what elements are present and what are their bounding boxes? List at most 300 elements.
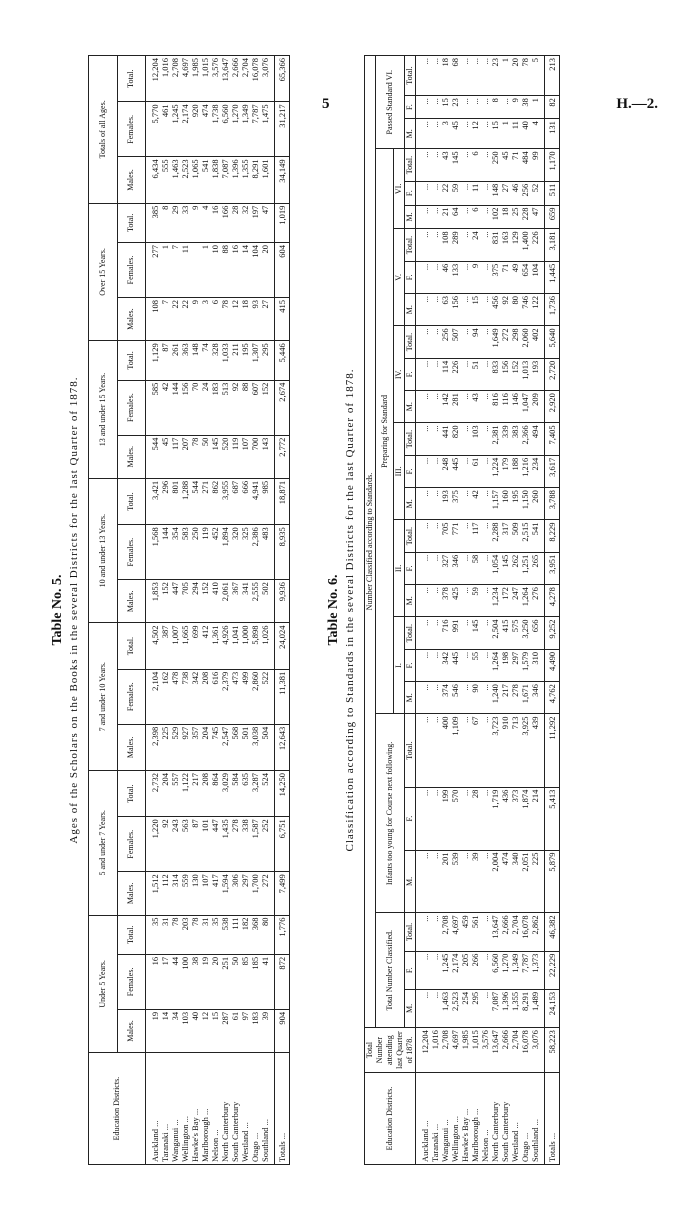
table-cell: ... [480, 617, 490, 649]
table6-column-header: Total. [405, 714, 416, 787]
table-cell: ... [416, 714, 431, 787]
table-cell: 297 [510, 649, 520, 681]
table-cell: 64 [450, 205, 460, 229]
table-cell: ... [416, 423, 431, 455]
table-cell: 108 [146, 297, 161, 340]
table5-column-header: Males. [117, 872, 146, 915]
table-cell: ... [416, 787, 431, 850]
table-cell: 156 [450, 294, 460, 326]
district-name: South Canterbury [500, 1073, 510, 1165]
table-cell: ... [430, 989, 440, 1027]
table-cell: ... [460, 358, 470, 390]
table-cell: 4,926 [220, 623, 230, 669]
district-name: Taranaki ... [160, 1053, 170, 1165]
district-name: Westland ... [240, 1053, 250, 1165]
table-cell: 2,708 [440, 1028, 450, 1073]
table-cell: 745 [210, 724, 220, 770]
table-cell: 705 [440, 520, 450, 552]
table-cell: ... [416, 205, 431, 229]
table-cell: 226 [450, 358, 460, 390]
table-cell: 3 [200, 297, 210, 340]
totals-cell: 24,153 [545, 989, 560, 1027]
table-cell: 557 [170, 770, 180, 816]
table-cell: 12 [230, 297, 240, 340]
table-cell: 1,396 [230, 157, 240, 203]
district-name: Southland ... [260, 1053, 275, 1165]
table-cell: ... [480, 229, 490, 261]
table-cell: ... [480, 205, 490, 229]
table-cell: 7,087 [220, 157, 230, 203]
table-row [260, 56, 275, 1165]
table-cell: 71 [510, 149, 520, 181]
table-cell: 256 [520, 181, 530, 205]
table-cell: 185 [250, 954, 260, 1009]
table-cell: 1,649 [490, 326, 500, 358]
table-cell: 1,489 [530, 989, 545, 1027]
table-cell: 1,007 [170, 623, 180, 669]
table-cell: 820 [450, 423, 460, 455]
totals-cell: 2,720 [545, 358, 560, 390]
table-cell: ... [416, 488, 431, 520]
table-cell: 1,601 [260, 157, 275, 203]
table6-column-header: Total. [405, 913, 416, 951]
table-cell: 34 [170, 1009, 180, 1052]
table-cell: 18 [240, 297, 250, 340]
table-cell: 278 [510, 682, 520, 714]
table-cell: 368 [250, 915, 260, 954]
table-cell: 314 [170, 872, 180, 915]
table-cell: 1,224 [490, 455, 500, 487]
table-cell: 142 [440, 391, 450, 423]
table-cell: 16 [230, 243, 240, 298]
table-cell: 1,396 [500, 989, 510, 1027]
table-cell: 920 [190, 102, 200, 157]
table-cell: 52 [530, 181, 545, 205]
table-cell: 317 [500, 520, 510, 552]
table-cell: 1,220 [146, 817, 161, 872]
table-cell: 148 [190, 341, 200, 380]
table-cell: 375 [450, 488, 460, 520]
table-cell: 90 [470, 682, 480, 714]
table-cell: 207 [180, 435, 190, 478]
table-cell: 2,060 [520, 326, 530, 358]
table6-column-header: F. [405, 261, 416, 293]
table-cell: 50 [230, 954, 240, 1009]
table-cell: ... [416, 56, 431, 96]
table-cell: ... [460, 682, 470, 714]
table-cell: 22 [180, 297, 190, 340]
table-cell: ... [480, 261, 490, 293]
table-cell: 340 [510, 850, 520, 913]
table-cell: 1,216 [520, 455, 530, 487]
district-name: North Canterbury [220, 1053, 230, 1165]
table-cell: 217 [500, 682, 510, 714]
table-cell: ... [460, 56, 470, 96]
totals-cell: 1,170 [545, 149, 560, 181]
table-row [460, 56, 470, 1165]
table6-infants-header: Infants too young for Course next following. [376, 714, 405, 913]
table6-preparing-header: Preparing for Standard [376, 149, 394, 714]
table-cell: 1,874 [520, 787, 530, 850]
table-cell: 910 [500, 714, 510, 787]
table-cell: 20 [260, 243, 275, 298]
table-cell: 1,719 [490, 787, 500, 850]
totals-cell: 58,223 [545, 1028, 560, 1073]
totals-cell: 3,617 [545, 455, 560, 487]
table-cell: 32 [240, 203, 250, 242]
totals-label: Totals ... [275, 1053, 290, 1165]
table-cell: ... [416, 149, 431, 181]
table-cell: 204 [160, 770, 170, 816]
table-cell: 1,435 [220, 817, 230, 872]
table5-column-header: Males. [117, 435, 146, 478]
table-cell: 1,122 [180, 770, 190, 816]
table-cell: ... [460, 850, 470, 913]
table-cell: 447 [210, 817, 220, 872]
table-cell: 182 [240, 915, 250, 954]
table-cell: 61 [230, 1009, 240, 1052]
totals-cell: 511 [545, 181, 560, 205]
table-cell: 985 [260, 478, 275, 524]
table5-column-header: Females. [117, 102, 146, 157]
table5-column-header: Females. [117, 243, 146, 298]
table-row [240, 56, 250, 1165]
table-cell: ... [416, 96, 431, 119]
table6-column-header: Total. [405, 520, 416, 552]
table-cell: 8,291 [250, 157, 260, 203]
table-cell: 16,078 [520, 913, 530, 951]
table-cell: 439 [530, 714, 545, 787]
table-cell: 152 [160, 580, 170, 623]
totals-row [545, 56, 560, 1165]
table-cell: 1,665 [180, 623, 190, 669]
table-cell: 294 [190, 580, 200, 623]
table-cell: 833 [490, 358, 500, 390]
table-cell: ... [460, 326, 470, 358]
table-cell: 217 [190, 770, 200, 816]
table-cell: ... [480, 714, 490, 787]
table6-number-classified-header: Number Classified according to Standards. [365, 56, 376, 1028]
table5-column-header: Total. [117, 341, 146, 380]
table-cell: 2,523 [180, 157, 190, 203]
table-cell: 342 [440, 649, 450, 681]
table-cell: 61 [470, 455, 480, 487]
table-cell: ... [430, 56, 440, 96]
table-cell: 1,738 [210, 102, 220, 157]
totals-cell: 1,019 [275, 203, 290, 242]
table-cell: 1,512 [146, 872, 161, 915]
totals-cell: 22,229 [545, 951, 560, 989]
table5-ages [88, 55, 290, 1165]
table-cell: ... [430, 455, 440, 487]
table-cell: 1,245 [440, 951, 450, 989]
table-cell: 12,204 [416, 1028, 431, 1073]
table-cell: 2,708 [440, 913, 450, 951]
table-cell: 559 [180, 872, 190, 915]
table-cell: 8 [490, 96, 500, 119]
table5-group-header: Over 15 Years. [89, 203, 118, 341]
table-cell: 1,700 [250, 872, 260, 915]
table-cell: 363 [180, 341, 190, 380]
table6-column-header: M. [405, 205, 416, 229]
table-cell: 507 [450, 326, 460, 358]
table-cell: 2,523 [450, 989, 460, 1027]
table6-total-attending-header: Total Number attending last Quarter of 1878. [365, 1028, 416, 1073]
table-cell: 328 [210, 341, 220, 380]
table-cell: 410 [210, 580, 220, 623]
table-cell: 12,204 [146, 56, 161, 102]
table-cell: 3,038 [250, 724, 260, 770]
totals-cell: 3,788 [545, 488, 560, 520]
district-name: Taranaki ... [430, 1073, 440, 1165]
table-cell: 1 [500, 56, 510, 96]
table5-column-header: Males. [117, 580, 146, 623]
table-cell: 2,051 [520, 850, 530, 913]
table5-column-header: Males. [117, 297, 146, 340]
table-cell: 383 [510, 423, 520, 455]
table-cell: 7,787 [520, 951, 530, 989]
table-cell: ... [416, 649, 431, 681]
table6-standard-header: V. [394, 229, 405, 326]
table-cell: 5,898 [250, 623, 260, 669]
district-name: Hawke's Bay ... [460, 1073, 470, 1165]
district-name: Nelson ... [210, 1053, 220, 1165]
table-cell: 208 [200, 669, 210, 724]
table-row [530, 56, 545, 1165]
table-cell: 2,398 [146, 724, 161, 770]
table-cell: 296 [160, 478, 170, 524]
table-cell: 58 [470, 552, 480, 584]
table-cell: ... [480, 96, 490, 119]
table5-column-header: Total. [117, 915, 146, 954]
table5-group-header: 13 and under 15 Years. [89, 341, 118, 479]
table-cell: 327 [440, 552, 450, 584]
table-cell: 152 [260, 380, 275, 435]
table-cell: 225 [160, 724, 170, 770]
table6-column-header: F. [405, 552, 416, 584]
table6-standard-header: IV. [394, 326, 405, 423]
table-cell: ... [430, 205, 440, 229]
table-cell: 504 [260, 724, 275, 770]
table-cell: 107 [240, 435, 250, 478]
totals-cell: 11,381 [275, 669, 290, 724]
table-cell: 375 [490, 261, 500, 293]
table-cell: 2,174 [450, 951, 460, 989]
table-cell: 88 [240, 380, 250, 435]
table-cell: 298 [510, 326, 520, 358]
table-cell: 3,576 [210, 56, 220, 102]
table-cell: 1,594 [220, 872, 230, 915]
table-cell: 23 [450, 96, 460, 119]
table-cell: 42 [160, 380, 170, 435]
table-cell: ... [460, 149, 470, 181]
table-cell: 28 [470, 787, 480, 850]
table-cell: 2,174 [180, 102, 190, 157]
table5-group-header: 7 and under 10 Years. [89, 623, 118, 771]
table-cell: ... [460, 294, 470, 326]
table6-title: Table No. 6. [326, 574, 341, 646]
table-cell: 474 [500, 850, 510, 913]
totals-cell: 131 [545, 119, 560, 149]
table-cell: 252 [260, 817, 275, 872]
table-cell: 39 [470, 850, 480, 913]
table-cell: ... [460, 520, 470, 552]
table-cell: 183 [250, 1009, 260, 1052]
table-cell: 367 [230, 580, 240, 623]
table-cell: 1,033 [220, 341, 230, 380]
table-cell: ... [480, 552, 490, 584]
table-cell: ... [460, 617, 470, 649]
table-cell: 1,463 [440, 989, 450, 1027]
table-cell: 538 [220, 915, 230, 954]
table-cell: 4 [200, 203, 210, 242]
table-cell: 17 [160, 954, 170, 1009]
table-cell: 68 [450, 56, 460, 96]
table-cell: 111 [230, 915, 240, 954]
table-cell: 261 [170, 341, 180, 380]
table-cell: 179 [500, 455, 510, 487]
table-cell: 616 [210, 669, 220, 724]
table-cell: 2,004 [490, 850, 500, 913]
table5-column-header: Total. [117, 770, 146, 816]
table-cell: 87 [160, 341, 170, 380]
table-cell: 6 [470, 205, 480, 229]
table-cell: 478 [170, 669, 180, 724]
table-cell: 195 [240, 341, 250, 380]
table-cell: 80 [260, 915, 275, 954]
table6-column-header: Total. [405, 149, 416, 181]
table-cell: 297 [240, 872, 250, 915]
table-cell: 92 [500, 294, 510, 326]
table-cell: 266 [470, 951, 480, 989]
table-cell: 357 [190, 724, 200, 770]
table-cell: 1,475 [260, 102, 275, 157]
table-cell: 12 [470, 119, 480, 149]
totals-cell: 2,920 [545, 391, 560, 423]
table-cell: 575 [510, 617, 520, 649]
table-cell: 45 [160, 435, 170, 478]
table-cell: 193 [440, 488, 450, 520]
table-cell: 3,925 [520, 714, 530, 787]
table-cell: 2,104 [146, 669, 161, 724]
table-cell: ... [416, 617, 431, 649]
table-cell: 85 [240, 954, 250, 1009]
table-cell: 16,078 [520, 1028, 530, 1073]
table-cell: 108 [440, 229, 450, 261]
table-cell: 114 [440, 358, 450, 390]
table-cell: 22 [170, 297, 180, 340]
table-cell: 112 [160, 872, 170, 915]
table-cell: 265 [530, 552, 545, 584]
table-cell: 97 [240, 1009, 250, 1052]
table-cell: ... [430, 682, 440, 714]
table-cell: ... [480, 358, 490, 390]
table-cell: 13,647 [490, 913, 500, 951]
totals-cell: 4,278 [545, 585, 560, 617]
table-cell: 816 [490, 391, 500, 423]
table6-column-header: F. [405, 181, 416, 205]
table-cell: 40 [190, 1009, 200, 1052]
table-cell: 16 [146, 954, 161, 1009]
table6-passed-header: Passed Standard VI. [376, 56, 405, 149]
table-cell: 20 [510, 56, 520, 96]
table-cell: 1,264 [520, 585, 530, 617]
table-cell: ... [430, 391, 440, 423]
table-cell: ... [480, 585, 490, 617]
table-cell: 1,355 [240, 157, 250, 203]
district-name: Hawke's Bay ... [190, 1053, 200, 1165]
table-cell: ... [460, 119, 470, 149]
table-cell: 5 [530, 56, 545, 96]
table-cell: 27 [260, 297, 275, 340]
table-cell: 1,015 [470, 1028, 480, 1073]
table6-column-header: M. [405, 119, 416, 149]
table-cell: 15 [210, 1009, 220, 1052]
table-cell: 2,288 [490, 520, 500, 552]
table-cell: 447 [170, 580, 180, 623]
table-cell: 209 [530, 391, 545, 423]
table-cell: 635 [240, 770, 250, 816]
table-cell: 320 [230, 525, 240, 580]
table-cell: 13,647 [490, 1028, 500, 1073]
table-cell: 666 [240, 478, 250, 524]
table-cell: ... [480, 326, 490, 358]
table-cell: ... [480, 989, 490, 1027]
table6-column-header: M. [405, 585, 416, 617]
table-cell [190, 243, 200, 298]
table-cell: 499 [240, 669, 250, 724]
table-cell: 6,434 [146, 157, 161, 203]
totals-cell: 6,751 [275, 817, 290, 872]
table-cell: 1,288 [180, 478, 190, 524]
table-cell: 262 [510, 552, 520, 584]
table-cell: 342 [190, 669, 200, 724]
totals-cell: 2,674 [275, 380, 290, 435]
totals-cell: 5,413 [545, 787, 560, 850]
table-cell: 7 [160, 297, 170, 340]
table5-column-header: Males. [117, 724, 146, 770]
table-cell: 119 [230, 435, 240, 478]
table-cell: 1,671 [520, 682, 530, 714]
table-row [146, 56, 161, 1165]
table-cell: 529 [170, 724, 180, 770]
table-cell: ... [416, 326, 431, 358]
table-cell: 250 [490, 149, 500, 181]
table-cell: 146 [510, 391, 520, 423]
totals-cell: 65,366 [275, 56, 290, 102]
table6-standards [364, 55, 560, 1165]
district-name: Wanganui ... [170, 1053, 180, 1165]
table-cell: 7,787 [250, 102, 260, 157]
totals-cell: 9,936 [275, 580, 290, 623]
table-cell: 16 [210, 203, 220, 242]
table-cell: 494 [530, 423, 545, 455]
table-cell: 107 [200, 872, 210, 915]
table-cell: 1,894 [220, 525, 230, 580]
table-cell: 234 [530, 455, 545, 487]
table-row [510, 56, 520, 1165]
table-cell: 117 [470, 520, 480, 552]
table-cell: 584 [230, 770, 240, 816]
table6-classified-header: Total Number Classified. [376, 913, 405, 1028]
table-cell: ... [460, 229, 470, 261]
table-cell: ... [416, 951, 431, 989]
table-cell: 656 [530, 617, 545, 649]
table-cell: 654 [520, 261, 530, 293]
table-cell: 133 [450, 261, 460, 293]
table-row [220, 56, 230, 1165]
table-cell: 502 [260, 580, 275, 623]
